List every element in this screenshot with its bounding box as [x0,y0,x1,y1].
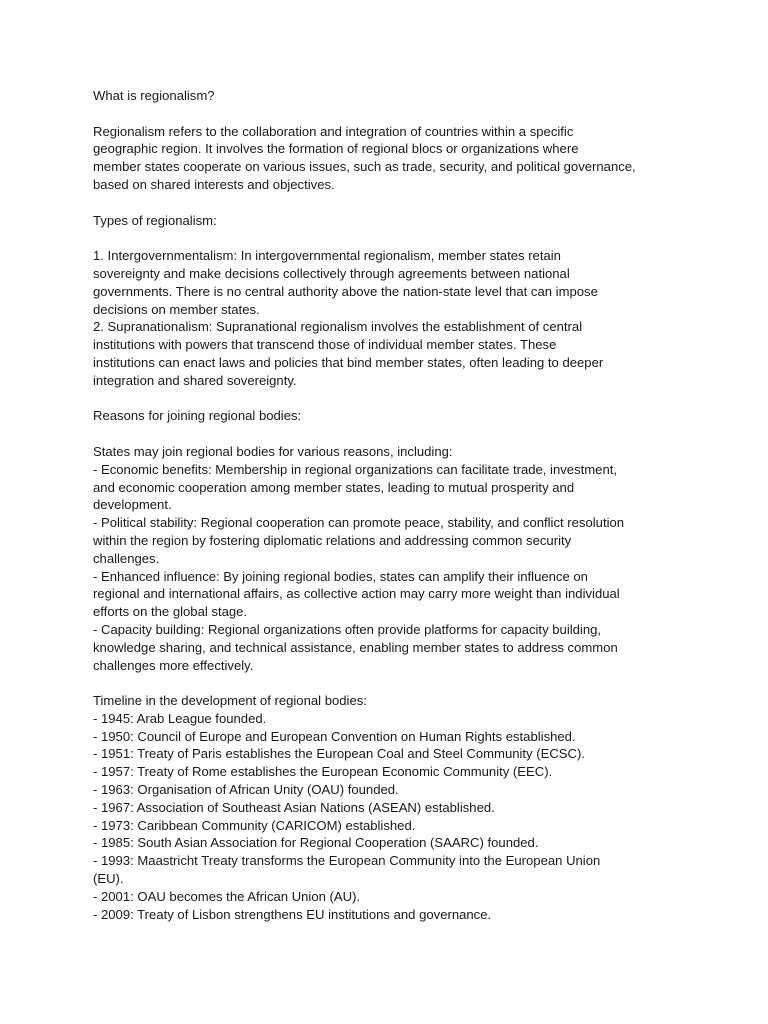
timeline-item: - 1985: South Asian Association for Regional Cooperation (SAARC) founded. [93,835,539,851]
timeline-list [93,710,683,924]
text-line: member states cooperate on various issues, such as trade, security, and political governance, [93,159,636,175]
text-line: and economic cooperation among member states, leading to mutual prosperity and [93,479,575,495]
types-list [93,247,683,389]
blank-line [93,105,683,123]
timeline-item: - 1951: Treaty of Paris establishes the European Coal and Steel Community (ECSC). [93,746,585,762]
timeline-item: - 1973: Caribbean Community (CARICOM) established. [93,817,416,833]
timeline-item: - 1950: Council of Europe and European Convention on Human Rights established. [93,728,576,744]
timeline-item: - 2009: Treaty of Lisbon strengthens EU institutions and governance. [93,906,492,922]
text-line: institutions can enact laws and policies that bind member states, often leading to deeper [93,354,604,370]
timeline-item: - 1963: Organisation of African Unity (OAU) founded. [93,782,399,798]
text-line: geographic region. It involves the formation of regional blocs or organizations where [93,141,579,157]
text-line: sovereignty and make decisions collectively through agreements between national [93,265,570,281]
text-line: development. [93,497,172,513]
text-line: regional and international affairs, as collective action may carry more weight than individual [93,586,620,602]
timeline-item: (EU). [93,871,124,887]
heading-reasons-for-joining: Reasons for joining regional bodies: [93,408,302,424]
text-line: integration and shared sovereignty. [93,372,297,388]
text-line: knowledge sharing, and technical assistance, enabling member states to address common [93,639,618,655]
definition-paragraph [93,123,683,194]
text-line: based on shared interests and objectives. [93,176,335,192]
text-line: institutions with powers that transcend those of individual member states. These [93,337,557,353]
text-line: challenges. [93,550,160,566]
text-line: - Enhanced influence: By joining regional bodies, states can amplify their influence on [93,568,588,584]
text-line: challenges more effectively. [93,657,254,673]
blank-line [93,390,683,408]
text-line: Regionalism refers to the collaboration and integration of countries within a specific [93,123,574,139]
text-line: 2. Supranationalism: Supranational regionalism involves the establishment of central [93,319,583,335]
heading-timeline: Timeline in the development of regional bodies: [93,693,367,709]
text-line: decisions on member states. [93,301,260,317]
text-line: States may join regional bodies for various reasons, including: [93,443,453,459]
text-line: - Economic benefits: Membership in regional organizations can facilitate trade, investment, [93,461,618,477]
timeline-item: - 1945: Arab League founded. [93,710,267,726]
heading-what-is-regionalism: What is regionalism? [93,88,215,103]
blank-line [93,674,683,692]
blank-line [93,425,683,443]
blank-line [93,229,683,247]
reasons-list [93,443,683,674]
timeline-item: - 2001: OAU becomes the African Union (AU). [93,888,361,904]
text-line: efforts on the global stage. [93,604,248,620]
heading-types-of-regionalism: Types of regionalism: [93,212,217,228]
timeline-item: - 1967: Association of Southeast Asian Nations (ASEAN) established. [93,799,495,815]
text-line: 1. Intergovernmentalism: In intergovernmental regionalism, member states retain [93,248,561,264]
text-line: - Capacity building: Regional organizations often provide platforms for capacity building, [93,621,602,637]
text-line: governments. There is no central authority above the nation-state level that can impose [93,283,598,299]
timeline-item: - 1993: Maastricht Treaty transforms the European Community into the European Union [93,853,601,869]
document-body [93,87,683,923]
timeline-item: - 1957: Treaty of Rome establishes the European Economic Community (EEC). [93,764,553,780]
text-line: within the region by fostering diplomatic relations and addressing common security [93,532,572,548]
blank-line [93,194,683,212]
text-line: - Political stability: Regional cooperation can promote peace, stability, and conflict resolution [93,515,625,531]
